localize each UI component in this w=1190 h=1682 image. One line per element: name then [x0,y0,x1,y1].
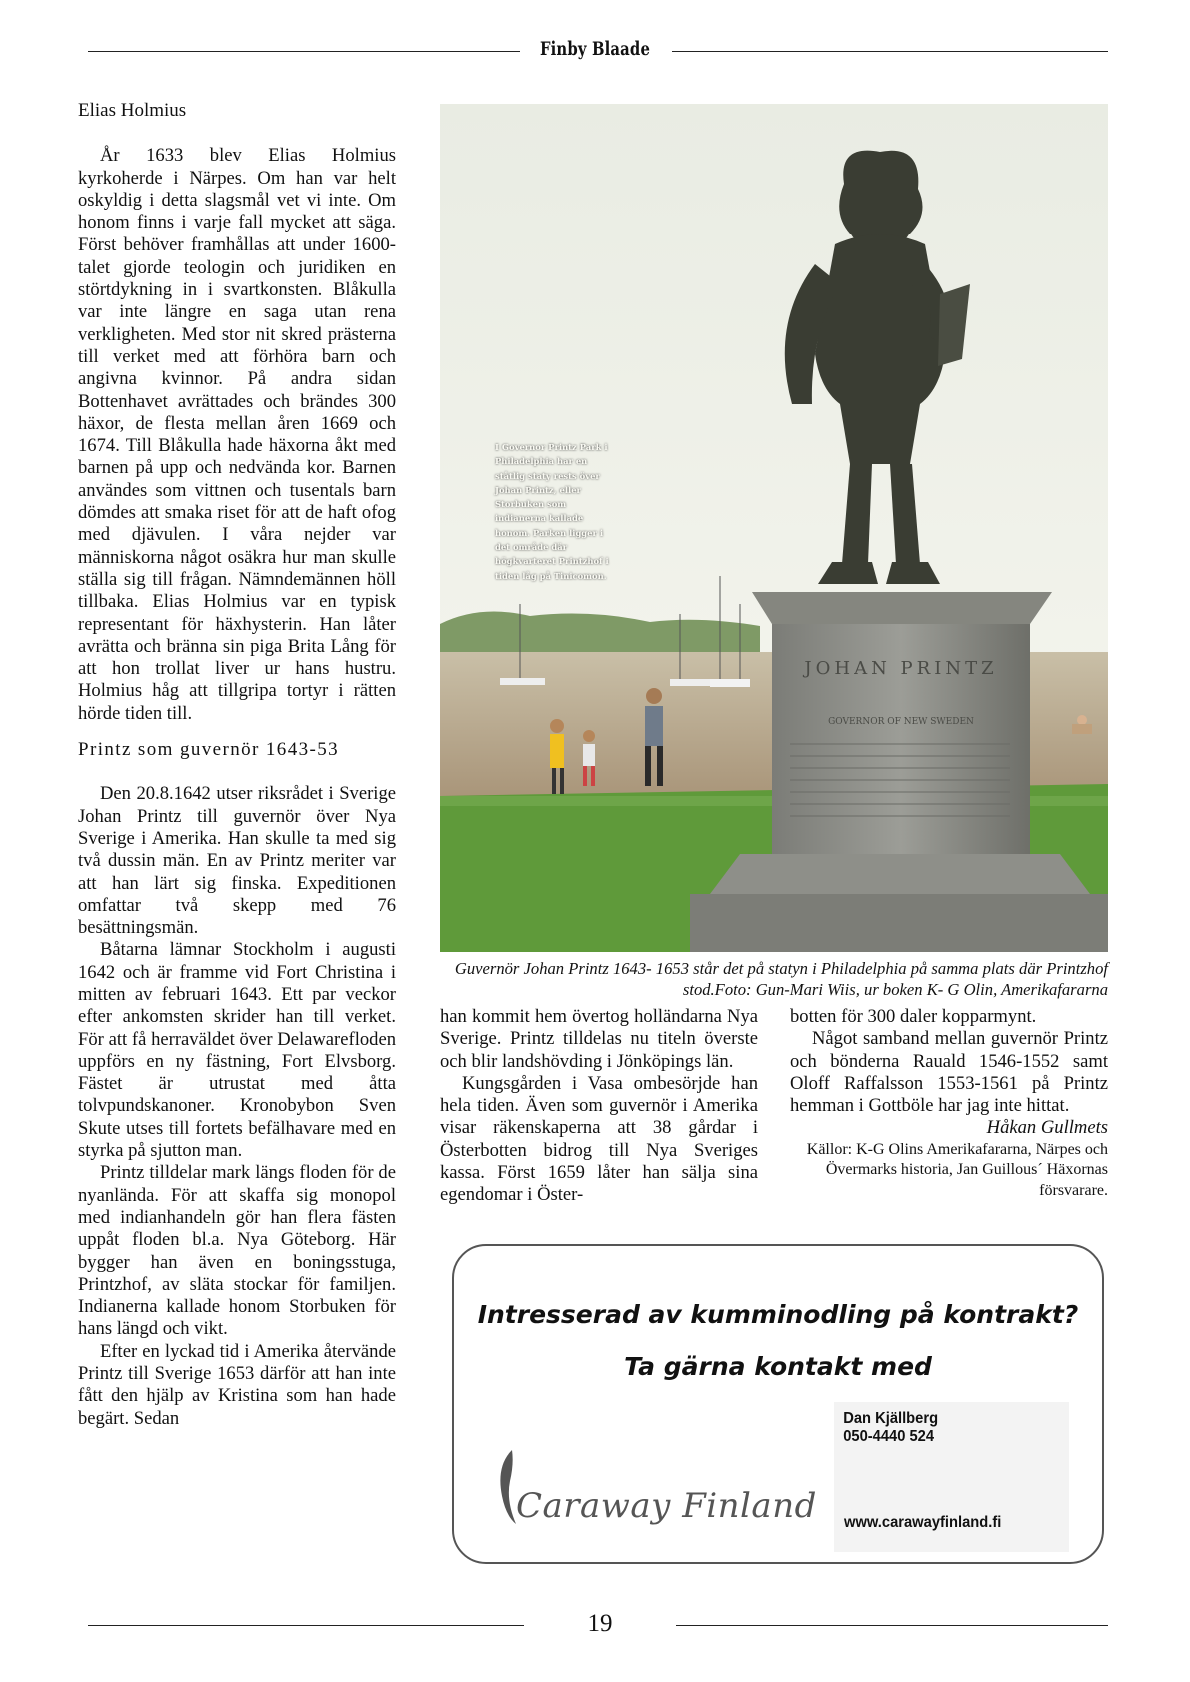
photo-caption: Guvernör Johan Printz 1643- 1653 står det på statyn i Philadelphia på samma plats där Printzhof stod.Foto: Gun-Mari Wiis, ur boken K- G Olin, Amerikafararna [454,959,1108,999]
intro-paragraph: År 1633 blev Elias Holmius kyrkoherde i Närpes. Om han var helt oskyldig i detta slagsmål vet vi inte. Om honom finns i varje fall mycket att säga. Först behöver framhållas att under 1600-talet gjorde teologin och juridiken en störtdykning in i svartkonsten. Blåkulla var inte längre en saga utan rena verkligheten. Med stor nit skred prästerna till verket med att förhöra barn och angivna kvinnor. På andra sidan Bottenhavet avrättades och brändes 300 häxor, de flesta mellan åren 1669 och 1674. Till Blåkulla hade häxorna åkt med barnen på upp och nedvända kor. Barnen användes som vittnen och tusentals barn dömdes att smaka riset för att de haft ofog med djävulen. I våra nejder var människorna något osäkra hur man skulle ställa sig till frågan. Nämndemännen höll tillbaka. Elias Holmius var en typisk representant för häxhysterin. Han låter avrätta och bränna sin piga Brita Lång för att hon trollat liver ur hans hustru. Holmius håg att tillgripa tortyr i rätten hörde tiden till. [78,145,396,724]
ad-website[interactable]: www.carawayfinland.fi [844,1514,1002,1531]
caraway-advertisement [452,1244,1104,1564]
caraway-logo-text: Caraway Finland [516,1486,817,1526]
plinth-name: JOHAN PRINTZ [804,658,998,679]
section-heading: Printz som guvernör 1643-53 [78,739,340,761]
header-rule-left [88,51,520,52]
left-column [78,100,396,1430]
page-number: 19 [587,1610,613,1637]
photo-overlay-text: I Governor Printz Park i Philadelphia har en ståtlig staty rests över Johan Printz, eller Storbuken som indianerna kallade honom. Parken ligger i det område där högkvarteret Printzhof i tiden låg på Tinicomon. [495,442,609,581]
footer-rule-left [88,1625,524,1626]
plinth-subtitle: GOVERNOR OF NEW SWEDEN [828,717,974,727]
magazine-title: Finby Blaade [539,38,651,60]
author-signature: Håkan Gullmets [986,1117,1108,1139]
header-rule-right [672,51,1108,52]
printz-paragraph-1: Den 20.8.1642 utser riksrådet i Sverige Johan Printz till guvernör över Nya Sverige i Amerika. Han skulle ta med sig två dussin män. En av Printz meriter var att han lärt sig finska. Expeditionen omfattar två skepp med 76 besättningsmän. [78,783,396,939]
right-column [790,1006,1108,1201]
printz-paragraph-3: Printz tilldelar mark längs floden för de nyanlända. För att skaffa sig monopol med indianhandeln gör han flera fästen uppåt floden bl.a. Nya Göteborg. Här bygger han även en boningsstuga, Printzhof, av släta stockar för familjen. Indianerna kallade honom Storbuken för hans längd och vikt. [78,1162,396,1340]
right-paragraph-2: Något samband mellan guvernör Printz och bönderna Rauald 1546-1552 samt Oloff Raffalsson 1553-1561 på Printz hemman i Gottböle har jag inte hittat. [790,1028,1108,1117]
intro-heading: Elias Holmius [78,100,187,121]
footer-rule-right [676,1625,1108,1626]
contact-panel [834,1402,1069,1552]
statue-photo [440,104,1108,952]
sources: Källor: K-G Olins Amerikafararna, Närpes och Övermarks historia, Jan Guillous´ Häxornas försvarare. [806,1140,1108,1199]
printz-paragraph-2: Båtarna lämnar Stockholm i augusti 1642 och är framme vid Fort Christina i mitten av februari 1643. Ett par veckor efter ankomsten skrider han till verket. För att få herraväldet över Delawarefloden uppförs en ny fästning, Fort Elvsborg. Fästet är utrustat med åtta tolvpundskanoner. Kronobybon Sven Skute utses till fortets befälhavare med en styrka på sjutton man. [78,939,396,1162]
middle-column [440,1006,758,1207]
ad-subline: Ta gärna kontakt med [624,1352,932,1381]
ad-headline: Intresserad av kumminodling på kontrakt? [477,1300,1079,1329]
right-paragraph-1: botten för 300 daler kopparmynt. [790,1006,1037,1027]
printz-paragraph-4: Efter en lyckad tid i Amerika återvände Printz till Sverige 1653 därför att han inte fått den hjälp av Kristina som han hade begärt. Sedan [78,1340,396,1429]
contact-phone: 050-4440 524 [843,1428,935,1445]
middle-paragraph-1: han kommit hem övertog holländarna Nya Sverige. Printz tilldelas nu titeln överste och blir landshövding i Jönköpings län. [440,1006,758,1072]
middle-paragraph-2: Kungsgården i Vasa ombesörjde han hela tiden. Även som guvernör i Amerika visar räkenskaperna att 38 gårdar i Österbotten bidrog till Nya Sveriges kassa. Först 1659 låter han sälja sina egendomar i Öster- [440,1072,758,1206]
contact-name: Dan Kjällberg [843,1410,939,1427]
